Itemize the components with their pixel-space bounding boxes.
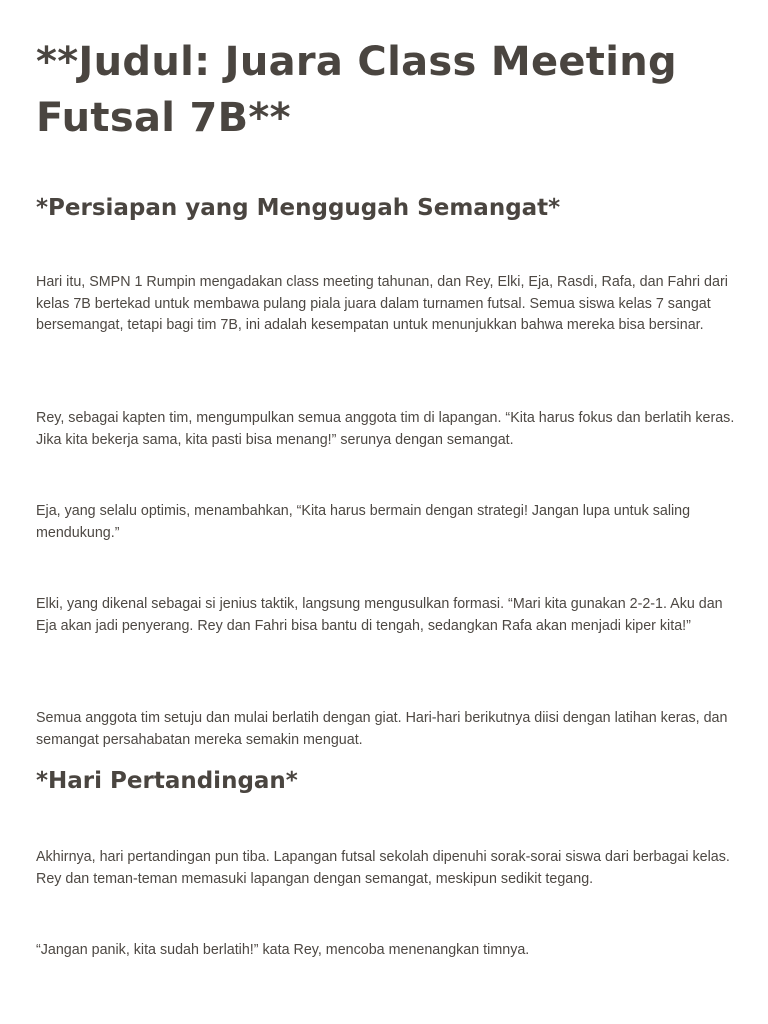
paragraph-1: Hari itu, SMPN 1 Rumpin mengadakan class meeting tahunan, dan Rey, Elki, Eja, Rasdi, Rafa, dan Fahri dari kelas 7B bertekad untuk membawa pulang piala juara dalam turnamen futsal. Semua siswa kelas 7 sangat bersemangat, tetapi bagi tim 7B, ini adalah kesempatan untuk menunjukkan bahwa mereka bisa bersinar. xyxy=(36,274,728,333)
document-title: **Judul: Juara Class Meeting Futsal 7B** xyxy=(36,39,677,141)
paragraph-7: “Jangan panik, kita sudah berlatih!” kata Rey, mencoba menenangkan timnya. xyxy=(36,942,530,958)
section-heading-match-day: *Hari Pertandingan* xyxy=(36,768,298,794)
paragraph-2: Rey, sebagai kapten tim, mengumpulkan semua anggota tim di lapangan. “Kita harus fokus dan berlatih keras. Jika kita bekerja sama, kita pasti bisa menang!” serunya dengan semangat. xyxy=(36,410,735,448)
paragraph-4: Elki, yang dikenal sebagai si jenius taktik, langsung mengusulkan formasi. “Mari kita gunakan 2-2-1. Aku dan Eja akan jadi penyerang. Rey dan Fahri bisa bantu di tengah, sedangkan Rafa akan menjadi kiper kita!” xyxy=(36,596,723,634)
paragraph-5: Semua anggota tim setuju dan mulai berlatih dengan giat. Hari-hari berikutnya diisi dengan latihan keras, dan semangat persahabatan mereka semakin menguat. xyxy=(36,710,728,748)
paragraph-6: Akhirnya, hari pertandingan pun tiba. Lapangan futsal sekolah dipenuhi sorak-sorai siswa dari berbagai kelas. Rey dan teman-teman memasuki lapangan dengan semangat, meskipun sedikit tegang. xyxy=(36,849,730,887)
section-heading-preparation: *Persiapan yang Menggugah Semangat* xyxy=(36,195,561,221)
paragraph-3: Eja, yang selalu optimis, menambahkan, “Kita harus bermain dengan strategi! Jangan lupa untuk saling mendukung.” xyxy=(36,503,691,541)
